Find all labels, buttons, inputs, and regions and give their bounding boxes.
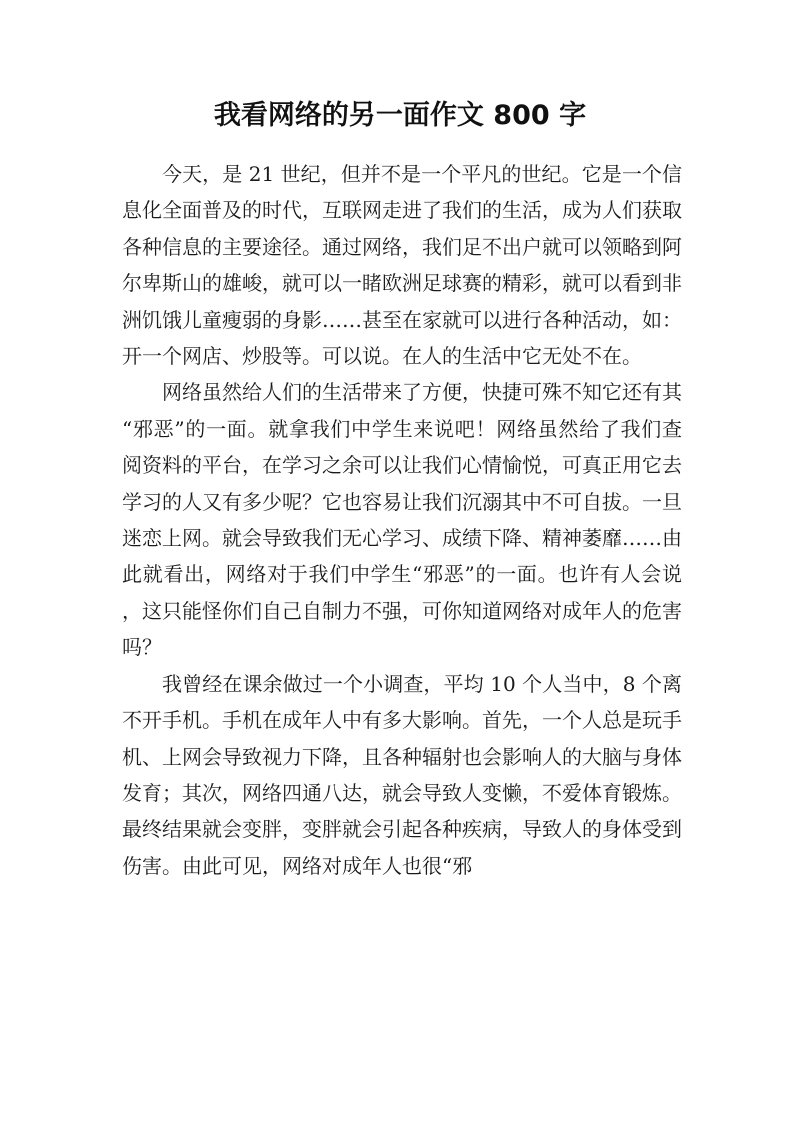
paragraph-2: 网络虽然给人们的生活带来了方便，快捷可殊不知它还有其“邪恶”的一面。就拿我们中学生来说吧！网络虽然给了我们查阅资料的平台，在学习之余可以让我们心情愉悦，可真正用它去学习的人又有多少呢？它也容易让我们沉溺其中不可自拔。一旦迷恋上网。就会导致我们无心学习、成绩下降、精神萎靡……由此就看出，网络对于我们中学生“邪恶”的一面。也许有人会说，这只能怪你们自己自制力不强，可你知道网络对成年人的危害吗？ <box>122 380 682 660</box>
document-title: 我看网络的另一面作文 800 字 <box>213 100 587 131</box>
paragraph-1: 今天，是 21 世纪，但并不是一个平凡的世纪。它是一个信息化全面普及的时代，互联网走进了我们的生活，成为人们获取各种信息的主要途径。通过网络，我们足不出户就可以领略到阿尔卑斯山的雄峻，就可以一睹欧洲足球赛的精彩，就可以看到非洲饥饿儿童瘦弱的身影……甚至在家就可以进行各种活动，如：开一个网店、炒股等。可以说。在人的生活中它无处不在。 <box>122 162 682 369</box>
document-body <box>122 156 682 884</box>
paragraph-3: 我曾经在课余做过一个小调查，平均 10 个人当中，8 个离不开手机。手机在成年人中有多大影响。首先，一个人总是玩手机、上网会导致视力下降，且各种辐射也会影响人的大脑与身体发育；其次，网络四通八达，就会导致人变懒，不爱体育锻炼。最终结果就会变胖，变胖就会引起各种疾病，导致人的身体受到伤害。由此可见，网络对成年人也很“邪 <box>122 671 682 878</box>
